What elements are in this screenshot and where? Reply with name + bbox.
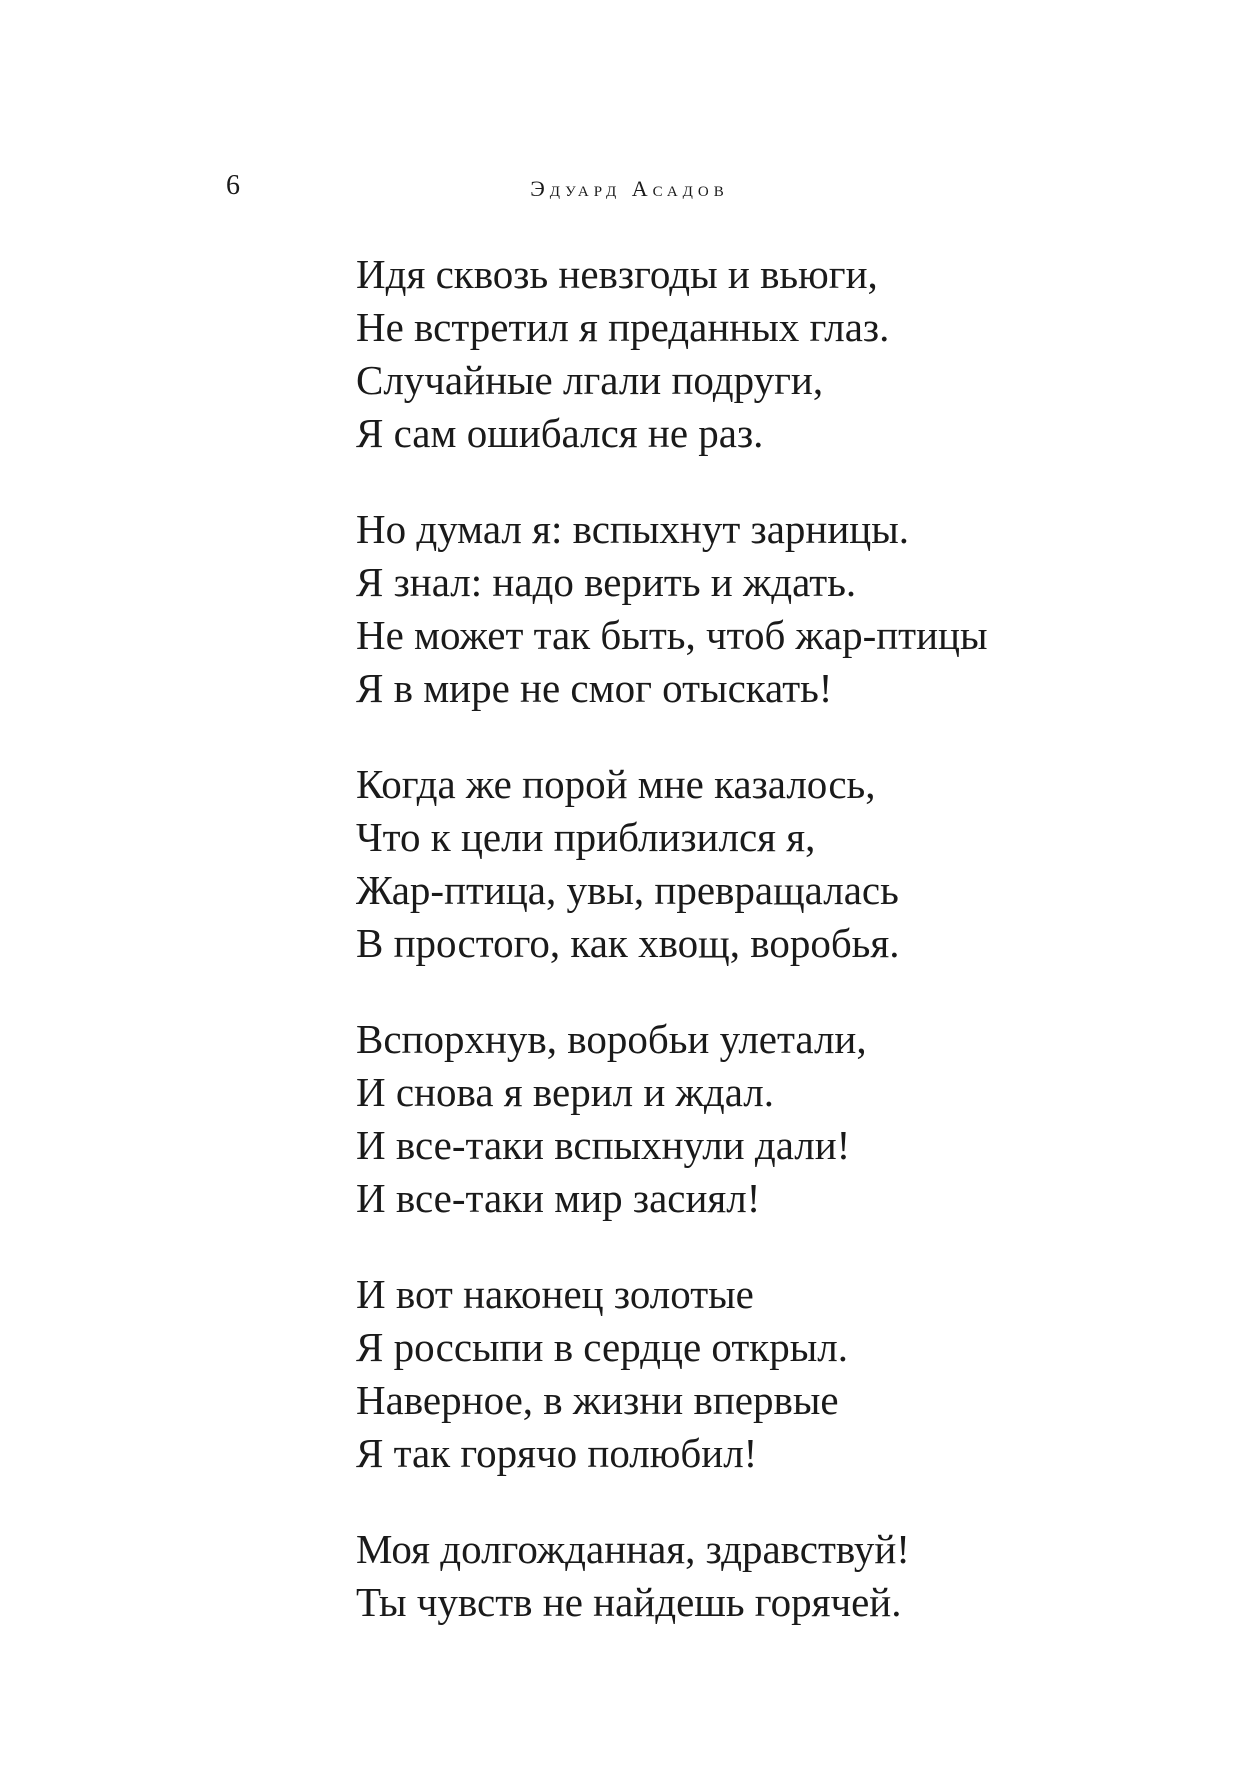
poem-line: Жар-птица, увы, превращалась	[356, 867, 899, 913]
poem-line: И все-таки мир засиял!	[356, 1175, 761, 1221]
poem-line: Идя сквозь невзгоды и вьюги,	[356, 251, 878, 297]
running-head-author: Эдуард Асадов	[530, 176, 729, 201]
poem-line: Не может так быть, чтоб жар-птицы	[356, 612, 988, 658]
poem-line: Не встретил я преданных глаз.	[356, 304, 890, 350]
poem-line: Что к цели приблизился я,	[356, 814, 816, 860]
poem-line: Я в мире не смог отыскать!	[356, 665, 833, 711]
poem-line: Наверное, в жизни впервые	[356, 1377, 839, 1423]
poem-line: Я знал: надо верить и ждать.	[356, 559, 857, 605]
poem-line: И снова я верил и ждал.	[356, 1069, 774, 1115]
poem-line: И все-таки вспыхнули дали!	[356, 1122, 851, 1168]
poem-line: В простого, как хвощ, воробья.	[356, 920, 900, 966]
stanza	[356, 758, 1216, 970]
page-number: 6	[226, 170, 240, 201]
stanza	[356, 1523, 1216, 1629]
poem-line: Случайные лгали подруги,	[356, 357, 824, 403]
stanza	[356, 248, 1216, 460]
poem-line: Я россыпи в сердце открыл.	[356, 1324, 848, 1370]
stanza	[356, 1268, 1216, 1480]
poem-line: И вот наконец золотые	[356, 1271, 754, 1317]
poem-line: Когда же порой мне казалось,	[356, 761, 876, 807]
stanza	[356, 503, 1216, 715]
poem-line: Я так горячо полюбил!	[356, 1430, 758, 1476]
poem-line: Моя долгожданная, здравствуй!	[356, 1526, 910, 1572]
poem-line: Ты чувств не найдешь горячей.	[356, 1579, 902, 1625]
poem-body	[356, 248, 1216, 1672]
stanza	[356, 1013, 1216, 1225]
poem-line: Вспорхнув, воробьи улетали,	[356, 1016, 867, 1062]
poem-line: Я сам ошибался не раз.	[356, 410, 764, 456]
poem-line: Но думал я: вспыхнут зарницы.	[356, 506, 910, 552]
